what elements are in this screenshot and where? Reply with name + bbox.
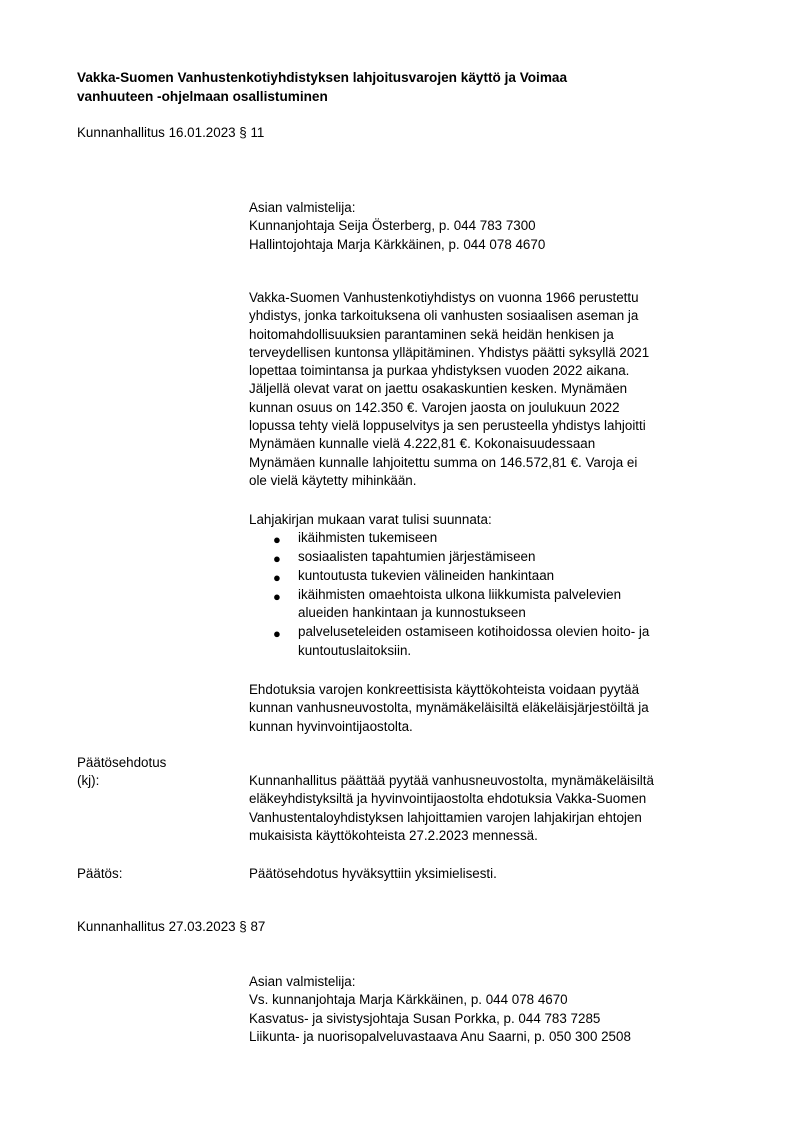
purpose-list xyxy=(249,529,739,661)
paragraph-line: ole vielä käytetty mihinkään. xyxy=(249,472,417,488)
preparer-heading: Asian valmistelija: xyxy=(249,200,356,215)
paragraph-line: Jäljellä olevat varat on jaettu osakaskuntien kesken. Mynämäen xyxy=(249,381,628,397)
paragraph-line: kunnan hyvinvointijaostolta. xyxy=(249,718,413,734)
preparer-line: Liikunta- ja nuorisopalveluvastaava Anu Saarni, p. 050 300 2508 xyxy=(249,1028,631,1044)
list-intro: Lahjakirjan mukaan varat tulisi suunnata: xyxy=(249,512,492,527)
proposal-text xyxy=(249,772,739,845)
paragraph-line: yhdistys, jonka tarkoituksena oli vanhusten sosiaalisen aseman ja xyxy=(249,308,639,324)
preparer-line: Hallintojohtaja Marja Kärkkäinen, p. 044 078 4670 xyxy=(249,236,546,252)
paragraph-line: Mynämäen kunnalle vielä 4.222,81 €. Kokonaisuudessaan xyxy=(249,436,596,452)
paragraph-line: kunnan osuus on 142.350 €. Varojen jaosta on joulukuun 2022 xyxy=(249,399,620,415)
list-item: ● sosiaalisten tapahtumien järjestämiseen xyxy=(273,549,536,567)
list-item: ● palveluseteleiden ostamiseen kotihoidossa olevien hoito- ja kuntoutuslaitoksiin. xyxy=(273,624,650,659)
document-title-line-1: Vakka-Suomen Vanhustenkotiyhdistyksen lahjoitusvarojen käyttö ja Voimaa xyxy=(77,70,568,85)
bullet-icon: ● xyxy=(273,532,281,548)
paragraph-line: kunnan vanhusneuvostolta, mynämäkeläisiltä eläkeläisjärjestöiltä ja xyxy=(249,700,649,716)
paragraph-line: Vanhustentaloyhdistyksen lahjoittamien varojen lahjakirjan ehtojen xyxy=(249,809,642,825)
preparer-line: Kasvatus- ja sivistysjohtaja Susan Porkka, p. 044 783 7285 xyxy=(249,1010,601,1026)
proposal-label-line-2: (kj): xyxy=(77,773,100,789)
suggestions-paragraph xyxy=(249,681,739,736)
paragraph-line: hoitomahdollisuuksien parantaminen sekä heidän henkisen ja xyxy=(249,326,614,342)
document-title-line-2: vanhuuteen -ohjelmaan osallistuminen xyxy=(77,89,328,104)
bullet-icon: ● xyxy=(273,551,281,567)
paragraph-line: Ehdotuksia varojen konkreettisista käyttökohteista voidaan pyytää xyxy=(249,682,640,697)
session-heading-1: Kunnanhallitus 16.01.2023 § 11 xyxy=(77,125,265,140)
preparer-heading: Asian valmistelija: xyxy=(249,974,356,989)
list-item: ● kuntoutusta tukevien välineiden hankintaan xyxy=(273,567,555,585)
preparer-line: Kunnanjohtaja Seija Österberg, p. 044 783 7300 xyxy=(249,218,536,234)
proposal-label-line-1: Päätösehdotus xyxy=(77,755,167,770)
paragraph-line: mukaisista käyttökohteista 27.2.2023 mennessä. xyxy=(249,827,538,843)
bullet-icon: ● xyxy=(273,569,281,585)
preparers-block-1 xyxy=(249,199,739,254)
paragraph-line: Vakka-Suomen Vanhustenkotiyhdistys on vuonna 1966 perustettu xyxy=(249,290,639,305)
bullet-icon: ● xyxy=(273,588,281,604)
list-item: ● ikäihmisten omaehtoista ulkona liikkumista palvelevien alueiden hankintaan ja kunnostukseen xyxy=(273,586,622,621)
preparers-block-2 xyxy=(249,973,739,1046)
document-title xyxy=(77,68,717,106)
paragraph-line: lopettaa toimintansa ja purkaa yhdistyksen vuoden 2022 aikana. xyxy=(249,363,630,379)
decision-label: Päätös: xyxy=(77,866,123,881)
paragraph-line: Mynämäen kunnalle lahjoitettu summa on 146.572,81 €. Varoja ei xyxy=(249,454,638,470)
decision-text: Päätösehdotus hyväksyttiin yksimielisesti. xyxy=(249,866,497,881)
proposal-label xyxy=(77,754,166,791)
preparer-line: Vs. kunnanjohtaja Marja Kärkkäinen, p. 044 078 4670 xyxy=(249,992,568,1008)
paragraph-line: Kunnanhallitus päättää pyytää vanhusneuvostolta, mynämäkeläisiltä xyxy=(249,773,654,788)
paragraph-line: eläkeyhdistyksiltä ja hyvinvointijaostolta ehdotuksia Vakka-Suomen xyxy=(249,791,647,807)
paragraph-line: terveydellisen kuntonsa ylläpitäminen. Yhdistys päätti syksyllä 2021 xyxy=(249,344,650,360)
gift-deed-section xyxy=(249,511,739,661)
paragraph-line: lopussa tehty vielä loppuselvitys ja sen perusteella yhdistys lahjoitti xyxy=(249,418,646,434)
bullet-icon: ● xyxy=(273,626,281,642)
list-item: ● ikäihmisten tukemiseen xyxy=(273,530,438,548)
session-heading-2: Kunnanhallitus 27.03.2023 § 87 xyxy=(77,919,266,934)
background-paragraph xyxy=(249,289,739,490)
